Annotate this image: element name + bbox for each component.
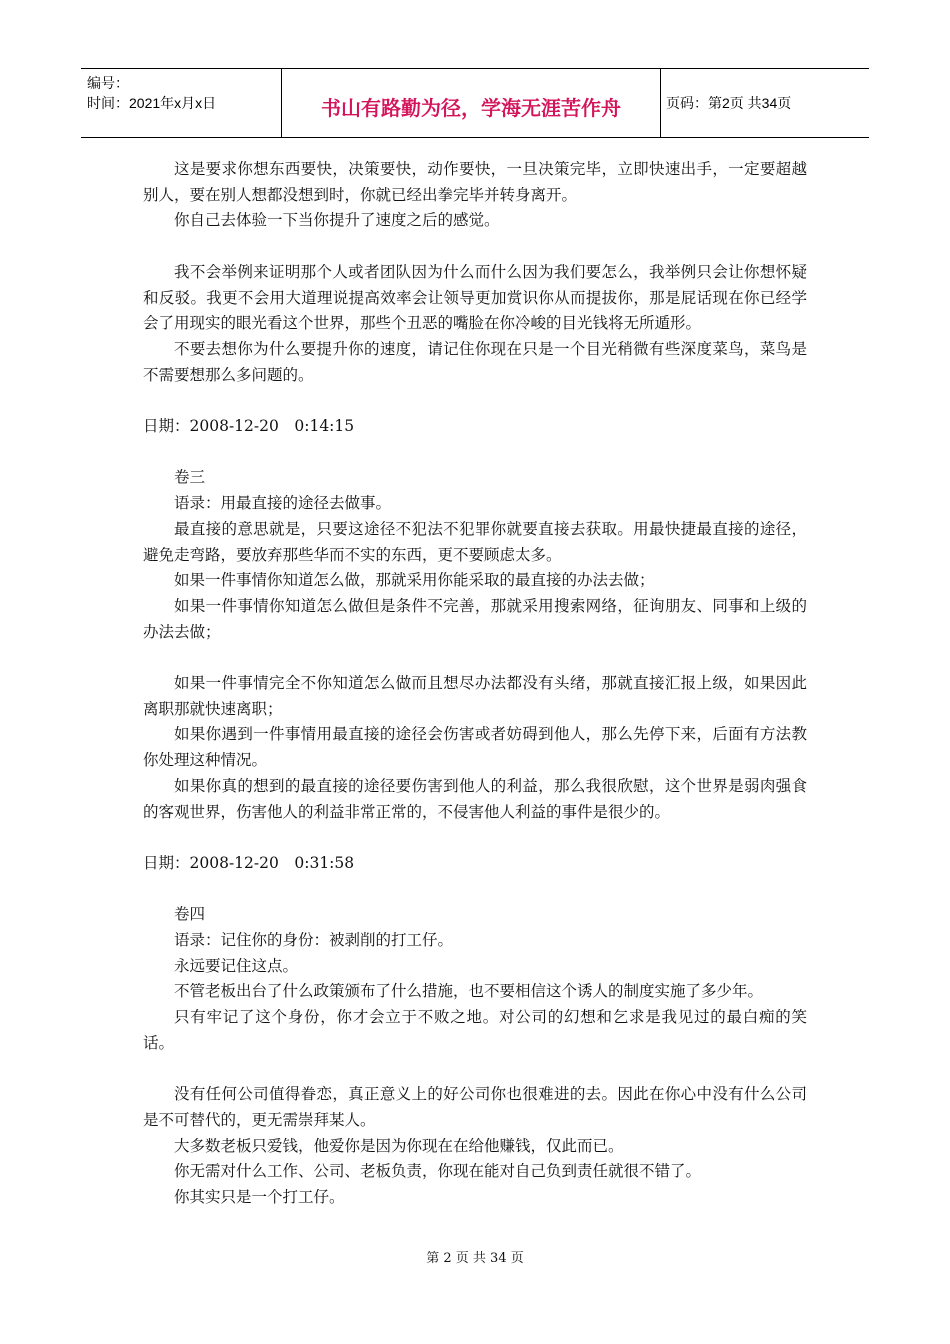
document-number-label: 编号：	[87, 75, 129, 91]
quote-line: 语录：记住你的身份：被剥削的打工仔。	[174, 931, 454, 949]
blank-line	[143, 1057, 807, 1083]
paragraph: 如果一件事情完全不你知道怎么做而且想尽办法都没有头绪，那就直接汇报上级，如果因此离职那就快速离职；	[143, 674, 807, 718]
header-page-cell	[661, 69, 869, 137]
header-page-label: 页码：第2页 共34页	[666, 95, 792, 111]
header-motto: 书山有路勤为径，学海无涯苦作舟	[321, 96, 621, 120]
paragraph: 永远要记住这点。	[174, 956, 299, 975]
quote-line: 语录：用最直接的途径去做事。	[174, 494, 392, 513]
paragraph: 你无需对什么工作、公司、老板负责，你现在能对自己负到责任就很不错了。	[174, 1162, 702, 1181]
paragraph: 如果一件事情你知道怎么做但是条件不完善，那就采用搜索网络，征询朋友、同事和上级的办法去做；	[143, 596, 807, 641]
blank-line	[143, 645, 807, 671]
paragraph: 如果你遇到一件事情用最直接的途径会伤害或者妨碍到他人，那么先停下来，后面有方法教你处理这种情况。	[143, 725, 807, 770]
paragraph: 如果一件事情你知道怎么做，那就采用你能采取的最直接的办法去做；	[174, 571, 655, 590]
paragraph: 不管老板出台了什么政策颁布了什么措施，也不要相信这个诱人的制度实施了多少年。	[174, 982, 764, 1001]
blank-line	[143, 234, 807, 260]
section-heading: 卷四	[174, 905, 206, 924]
section-heading: 卷三	[174, 468, 206, 487]
blank-line	[143, 877, 807, 903]
blank-line	[143, 440, 807, 466]
blank-line	[143, 825, 807, 851]
page-header	[81, 68, 869, 138]
paragraph: 这是要求你想东西要快，决策要快，动作要快，一旦决策完毕，立即快速出手，一定要超越别人，要在别人想都没想到时，你就已经出拳完毕并转身离开。	[143, 160, 807, 204]
document-body	[143, 157, 807, 1211]
paragraph: 只有牢记了这个身份，你才会立于不败之地。对公司的幻想和乞求是我见过的最白痴的笑话。	[143, 1008, 807, 1052]
blank-line	[143, 388, 807, 414]
header-motto-cell	[282, 69, 661, 137]
paragraph: 我不会举例来证明那个人或者团队因为什么而什么因为我们要怎么，我举例只会让你想怀疑和反驳。我更不会用大道理说提高效率会让领导更加赏识你从而提拔你，那是屁话现在你已经学会了用现实的眼光看这个世界，那些个丑恶的嘴脸在你冷峻的目光钱将无所遁形。	[143, 262, 807, 333]
paragraph: 大多数老板只爱钱，他爱你是因为你现在在给他赚钱，仅此而已。	[174, 1136, 624, 1155]
date-line: 日期：2008-12-20 0:31:58	[143, 853, 355, 872]
paragraph: 如果你真的想到的最直接的途径要伤害到他人的利益，那么我很欣慰，这个世界是弱肉强食的客观世界，伤害他人的利益非常正常的，不侵害他人利益的事件是很少的。	[143, 776, 807, 821]
paragraph: 你其实只是一个打工仔。	[174, 1188, 345, 1207]
document-time-label: 时间：2021年x月x日	[87, 95, 217, 111]
page-footer: 第 2 页 共 34 页	[426, 1251, 524, 1266]
header-info-cell	[81, 69, 282, 137]
paragraph: 最直接的意思就是，只要这途径不犯法不犯罪你就要直接去获取。用最快捷最直接的途径，避免走弯路，要放弃那些华而不实的东西，更不要顾虑太多。	[143, 519, 807, 564]
paragraph: 没有任何公司值得眷恋，真正意义上的好公司你也很难进的去。因此在你心中没有什么公司是不可替代的，更无需崇拜某人。	[143, 1085, 807, 1129]
paragraph: 你自己去体验一下当你提升了速度之后的感觉。	[174, 211, 500, 230]
paragraph: 不要去想你为什么要提升你的速度，请记住你现在只是一个目光稍微有些深度菜鸟，菜鸟是不需要想那么多问题的。	[143, 339, 807, 384]
date-line: 日期：2008-12-20 0:14:15	[143, 417, 355, 435]
